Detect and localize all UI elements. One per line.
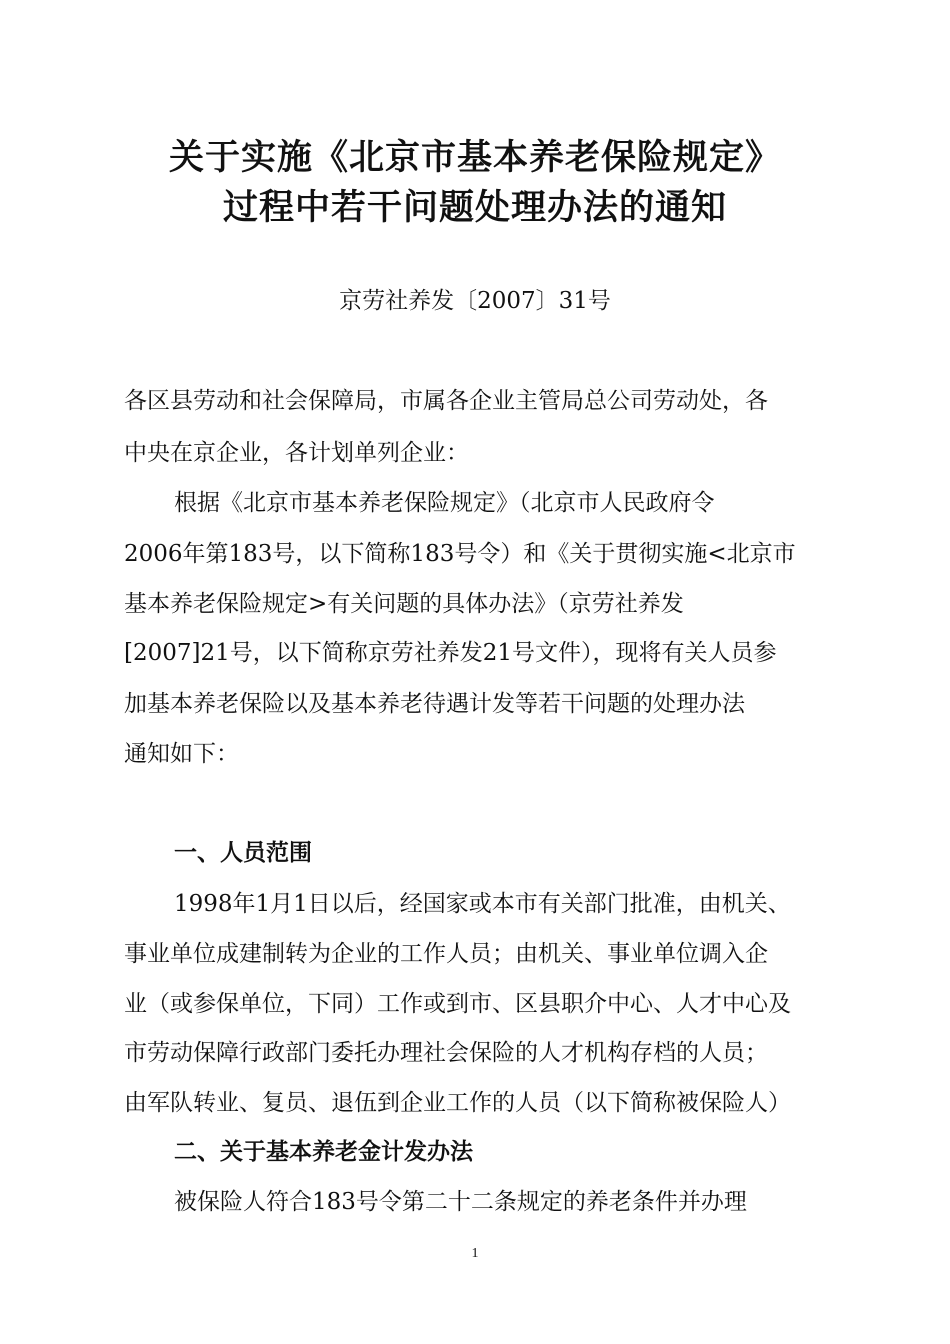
page-number: 1 (471, 1246, 479, 1261)
document-number: 京劳社养发〔2007〕31号 (339, 288, 611, 314)
intro-line-6: 通知如下： (124, 741, 239, 767)
intro-line-3: 基本养老保险规定>有关问题的具体办法》（京劳社养发 (124, 591, 684, 617)
intro-line-2: 2006年第183号，以下简称183号令）和《关于贯彻实施<北京市 (124, 541, 796, 567)
section-1-line-4: 市劳动保障行政部门委托办理社会保险的人才机构存档的人员； (124, 1040, 768, 1066)
section-2-heading: 二、关于基本养老金计发办法 (174, 1139, 473, 1165)
section-1-line-2: 事业单位成建制转为企业的工作人员；由机关、事业单位调入企 (124, 941, 768, 967)
section-2-line-1: 被保险人符合183号令第二十二条规定的养老条件并办理 (174, 1189, 747, 1215)
section-1-heading: 一、人员范围 (174, 840, 312, 866)
intro-line-1: 根据《北京市基本养老保险规定》（北京市人民政府令 (174, 490, 715, 516)
document-title-line-2: 过程中若干问题处理办法的通知 (222, 188, 727, 228)
section-1-line-5: 由军队转业、复员、退伍到企业工作的人员（以下简称被保险人） (124, 1090, 791, 1116)
intro-line-5: 加基本养老保险以及基本养老待遇计发等若干问题的处理办法 (124, 691, 745, 717)
intro-line-4: [2007]21号，以下简称京劳社养发21号文件），现将有关人员参 (124, 640, 777, 666)
section-1-line-1: 1998年1月1日以后，经国家或本市有关部门批准，由机关、 (174, 891, 791, 917)
salutation-line-1: 各区县劳动和社会保障局，市属各企业主管局总公司劳动处，各 (124, 388, 768, 414)
section-1-line-3: 业（或参保单位，下同）工作或到市、区县职介中心、人才中心及 (124, 991, 791, 1017)
document-title-line-1: 关于实施《北京市基本养老保险规定》 (168, 138, 781, 178)
salutation-line-2: 中央在京企业，各计划单列企业： (124, 440, 469, 466)
